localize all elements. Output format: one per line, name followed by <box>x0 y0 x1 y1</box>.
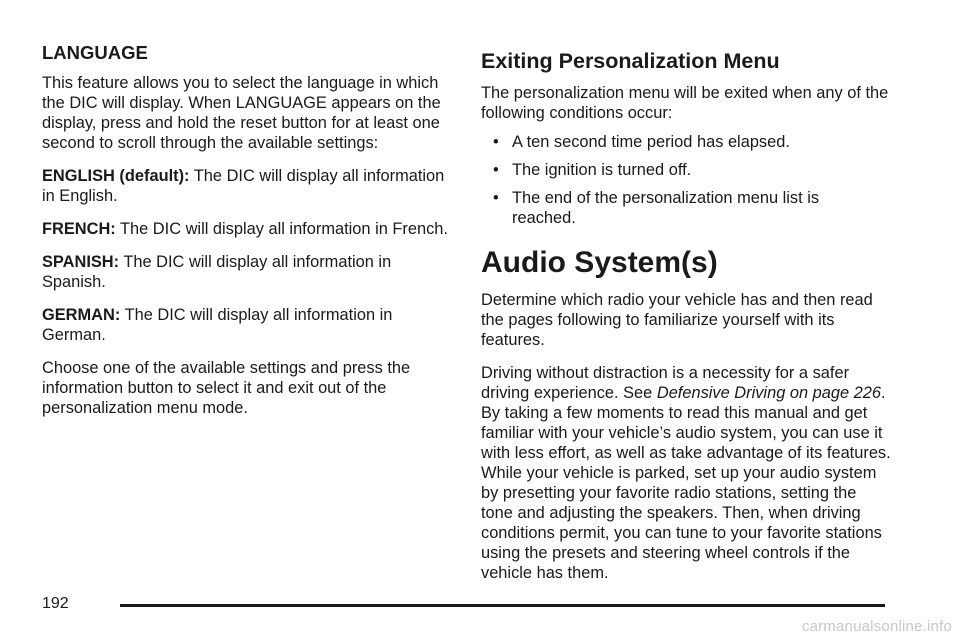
option-text: The DIC will display all information in French. <box>115 220 448 238</box>
list-item <box>481 160 891 180</box>
bullet-icon: • <box>493 133 499 151</box>
option-term: SPANISH: <box>42 253 120 271</box>
list-item-text: A ten second time period has elapsed. <box>512 133 790 151</box>
option-term: FRENCH: <box>42 220 116 238</box>
exit-intro: The personalization menu will be exited when any of the following conditions occur: <box>481 84 889 122</box>
option-french <box>42 219 457 239</box>
left-column <box>42 42 457 431</box>
bullet-icon: • <box>493 161 499 179</box>
option-term: GERMAN: <box>42 306 121 324</box>
option-german <box>42 305 457 345</box>
footer-rule <box>120 604 885 607</box>
option-text: The DIC will display all information in Spanish. <box>42 253 392 291</box>
audio-heading: Audio System(s) <box>481 246 718 279</box>
cross-reference-link[interactable]: Defensive Driving on page 226 <box>656 384 882 402</box>
option-term: ENGLISH (default): <box>42 167 190 185</box>
exit-conditions-list <box>481 132 891 228</box>
list-item <box>481 188 891 228</box>
audio-p2-start: Driving without distraction is a necessity for a safer driving experience. See <box>481 364 850 402</box>
option-text: The DIC will display all information in German. <box>42 306 393 344</box>
option-spanish <box>42 252 457 292</box>
language-closing: Choose one of the available settings and press the information button to select it and exit out of the personalization menu mode. <box>42 359 411 417</box>
right-column <box>481 42 891 596</box>
bullet-icon: • <box>493 189 499 207</box>
list-item-text: The ignition is turned off. <box>512 161 692 179</box>
option-text: The DIC will display all information in English. <box>42 167 445 205</box>
language-heading: LANGUAGE <box>42 42 148 63</box>
audio-p2-end: . By taking a few moments to read this manual and get familiar with your vehicle’s audio system, you can use it with less effort, as well as take advantage of its features. While your vehicle is parked, set up your audio system by presetting your favorite radio stations, setting the tone and adjusting the speakers. Then, when driving conditions permit, you can tune to your favorite stations using the presets and steering wheel controls if the vehicle has them. <box>481 384 891 582</box>
watermark: carmanualsonline.info <box>801 618 952 635</box>
list-item <box>481 132 891 152</box>
exit-heading: Exiting Personalization Menu <box>481 49 780 73</box>
audio-paragraph-2 <box>481 363 891 583</box>
page-number: 192 <box>42 595 69 612</box>
option-english <box>42 166 457 206</box>
language-intro: This feature allows you to select the language in which the DIC will display. When LANGUAGE appears on the display, press and hold the reset button for at least one second to scroll through the available settings: <box>42 74 441 152</box>
list-item-text: The end of the personalization menu list is reached. <box>512 189 820 227</box>
audio-paragraph-1: Determine which radio your vehicle has and then read the pages following to familiarize yourself with its features. <box>481 291 873 349</box>
